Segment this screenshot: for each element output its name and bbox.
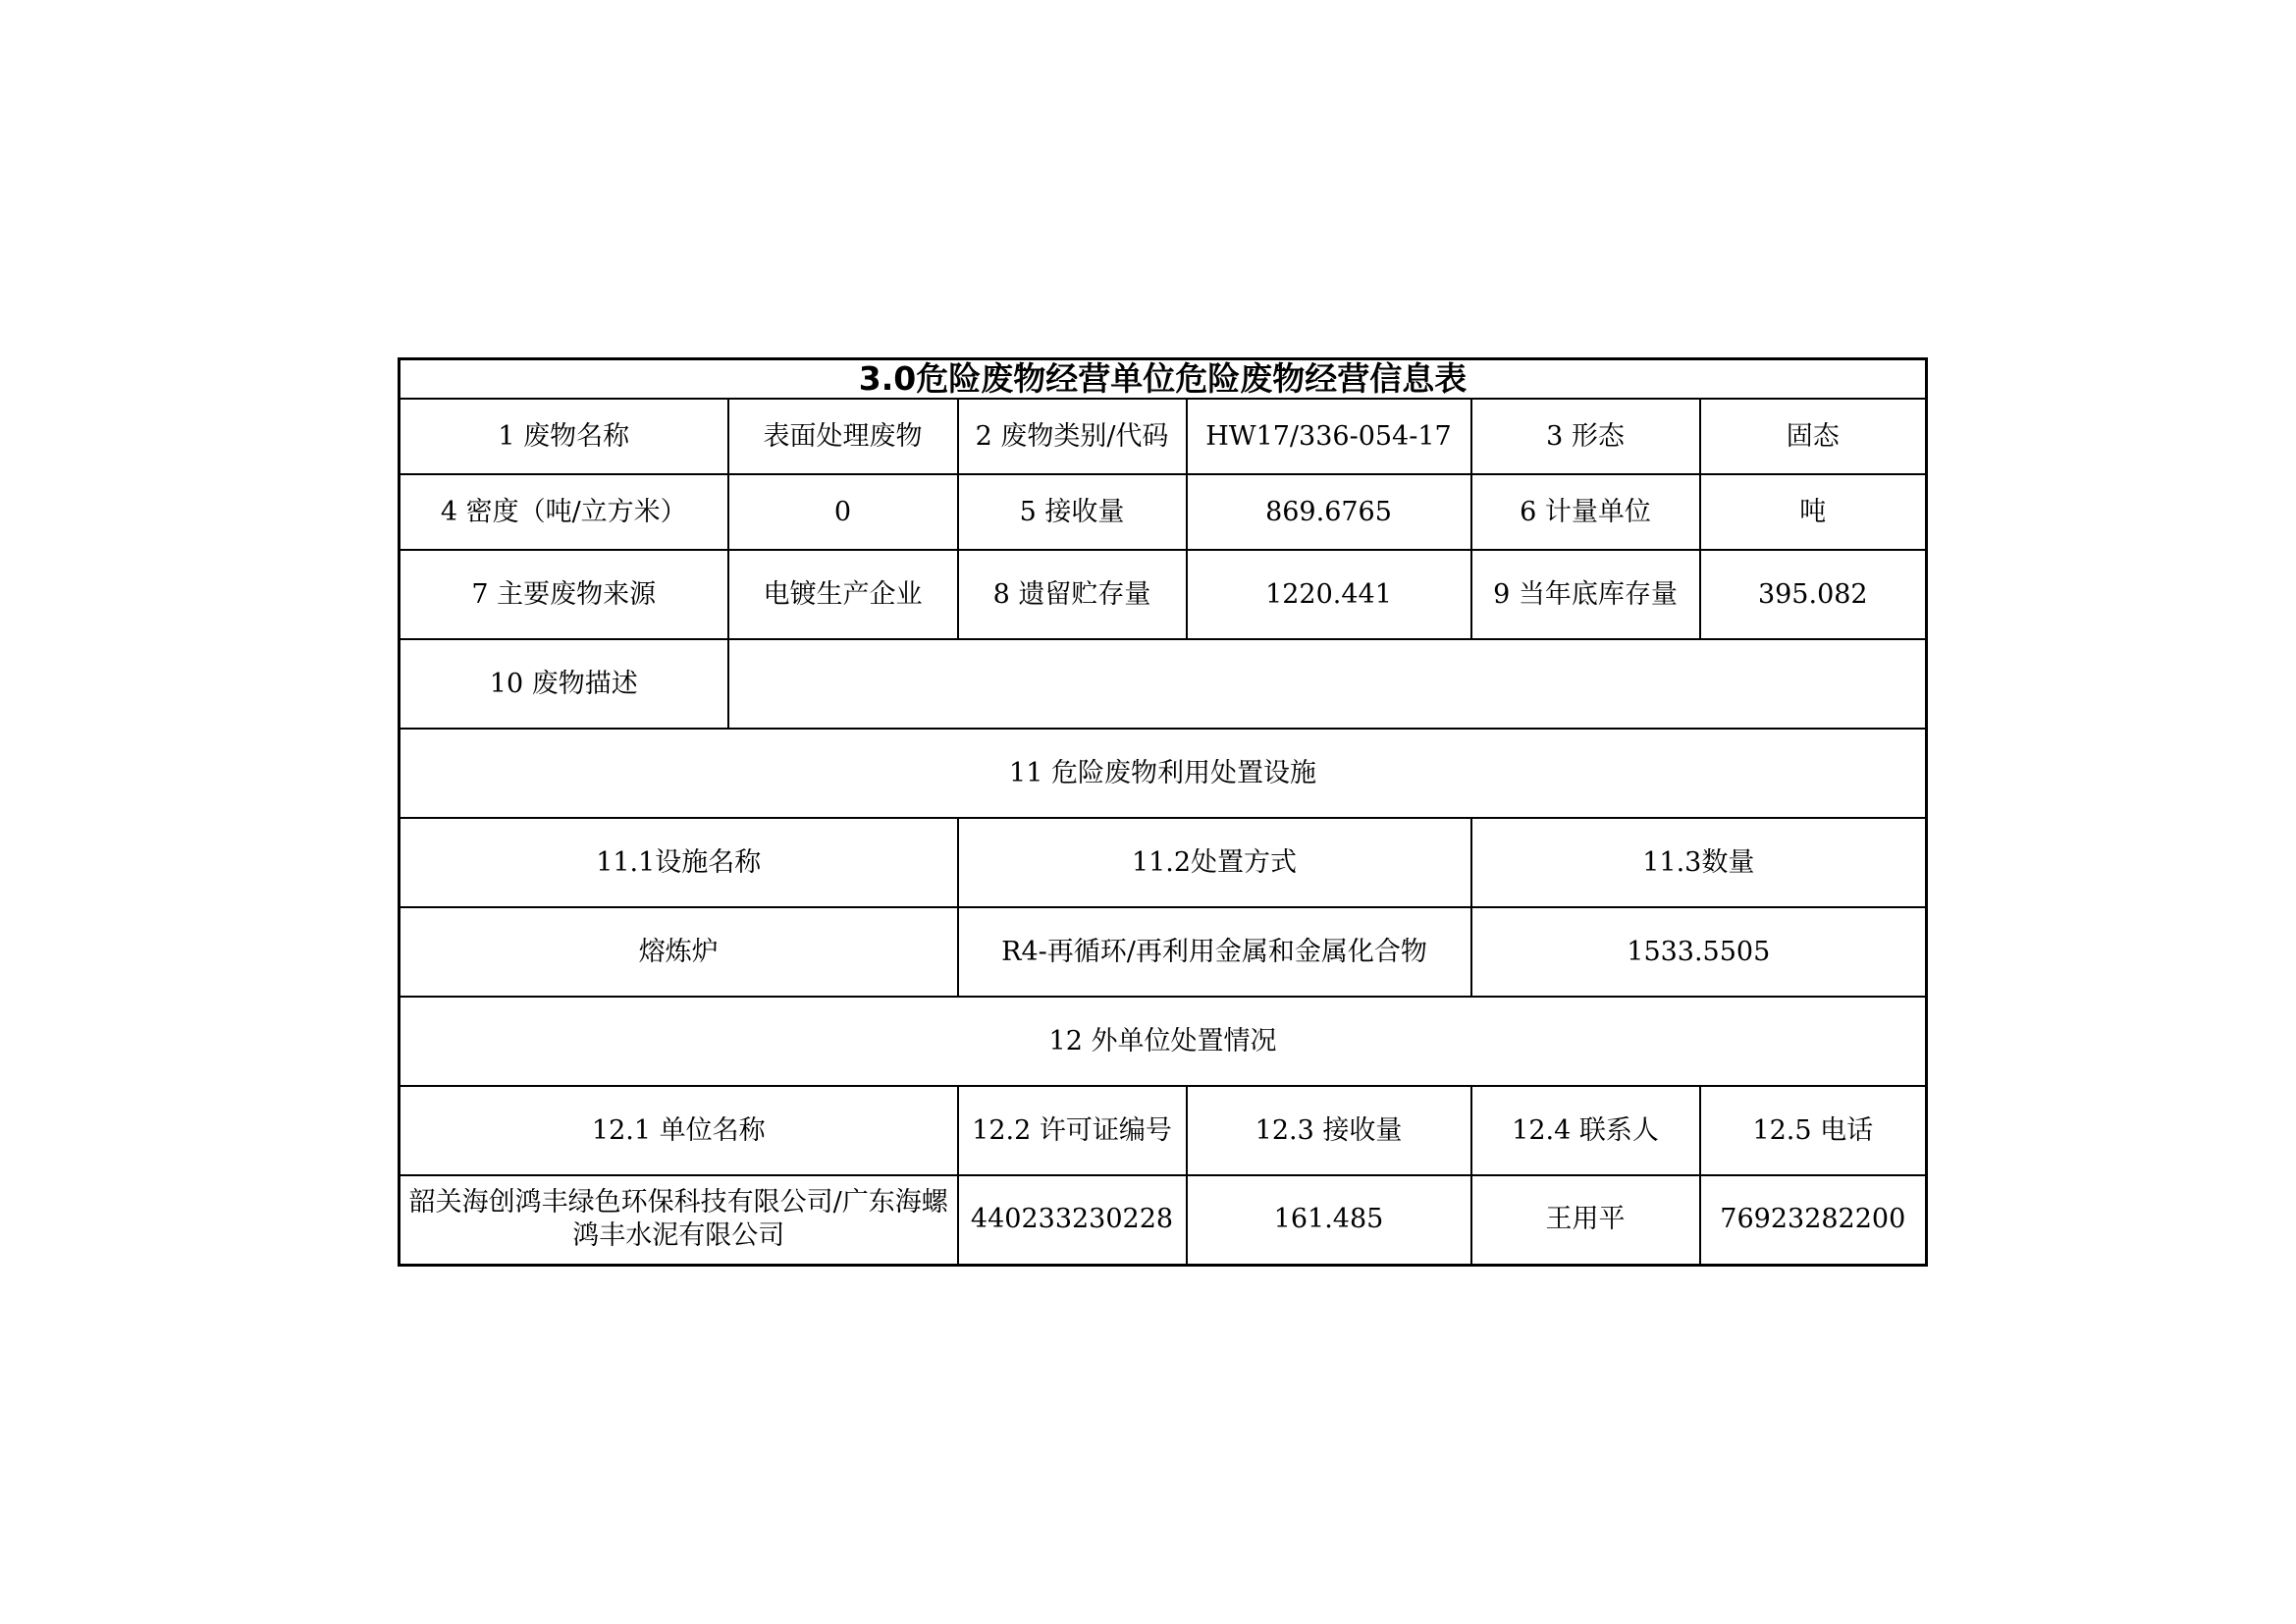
license-no-value: 440233230228 xyxy=(958,1175,1187,1265)
legacy-storage-label: 8 遗留贮存量 xyxy=(958,550,1187,639)
table-row xyxy=(400,639,1927,729)
phone-value: 76923282200 xyxy=(1700,1175,1927,1265)
table-row xyxy=(400,907,1927,997)
description-label: 10 废物描述 xyxy=(400,639,728,729)
form-value: 固态 xyxy=(1700,399,1927,474)
density-label: 4 密度（吨/立方米） xyxy=(400,474,728,550)
section-row xyxy=(400,729,1927,818)
contact-header: 12.4 联系人 xyxy=(1471,1086,1700,1175)
table-title: 3.0危险废物经营单位危险废物经营信息表 xyxy=(400,359,1927,400)
unit-value: 吨 xyxy=(1700,474,1927,550)
unit-name-header: 12.1 单位名称 xyxy=(400,1086,958,1175)
received-value: 869.6765 xyxy=(1187,474,1471,550)
external-section-title: 12 外单位处置情况 xyxy=(400,997,1927,1086)
title-row xyxy=(400,359,1927,400)
facility-quantity-header: 11.3数量 xyxy=(1471,818,1927,907)
year-end-storage-value: 395.082 xyxy=(1700,550,1927,639)
year-end-storage-label: 9 当年底库存量 xyxy=(1471,550,1700,639)
facility-quantity-value: 1533.5505 xyxy=(1471,907,1927,997)
waste-name-value: 表面处理废物 xyxy=(728,399,958,474)
table-row xyxy=(400,399,1927,474)
legacy-storage-value: 1220.441 xyxy=(1187,550,1471,639)
waste-name-label: 1 废物名称 xyxy=(400,399,728,474)
table-row xyxy=(400,474,1927,550)
facilities-section-title: 11 危险废物利用处置设施 xyxy=(400,729,1927,818)
category-code-label: 2 废物类别/代码 xyxy=(958,399,1187,474)
source-label: 7 主要废物来源 xyxy=(400,550,728,639)
facility-method-value: R4-再循环/再利用金属和金属化合物 xyxy=(958,907,1471,997)
facility-name-value: 熔炼炉 xyxy=(400,907,958,997)
density-value: 0 xyxy=(728,474,958,550)
waste-info-table xyxy=(398,357,1928,1267)
table-row xyxy=(400,1086,1927,1175)
phone-header: 12.5 电话 xyxy=(1700,1086,1927,1175)
facility-method-header: 11.2处置方式 xyxy=(958,818,1471,907)
table-row xyxy=(400,818,1927,907)
form-label: 3 形态 xyxy=(1471,399,1700,474)
table-row xyxy=(400,550,1927,639)
unit-label: 6 计量单位 xyxy=(1471,474,1700,550)
license-no-header: 12.2 许可证编号 xyxy=(958,1086,1187,1175)
facility-name-header: 11.1设施名称 xyxy=(400,818,958,907)
external-received-value: 161.485 xyxy=(1187,1175,1471,1265)
section-row xyxy=(400,997,1927,1086)
category-code-value: HW17/336-054-17 xyxy=(1187,399,1471,474)
description-value xyxy=(728,639,1927,729)
unit-name-value: 韶关海创鸿丰绿色环保科技有限公司/广东海螺鸿丰水泥有限公司 xyxy=(400,1175,958,1265)
contact-value: 王用平 xyxy=(1471,1175,1700,1265)
source-value: 电镀生产企业 xyxy=(728,550,958,639)
table-row xyxy=(400,1175,1927,1265)
external-received-header: 12.3 接收量 xyxy=(1187,1086,1471,1175)
received-label: 5 接收量 xyxy=(958,474,1187,550)
